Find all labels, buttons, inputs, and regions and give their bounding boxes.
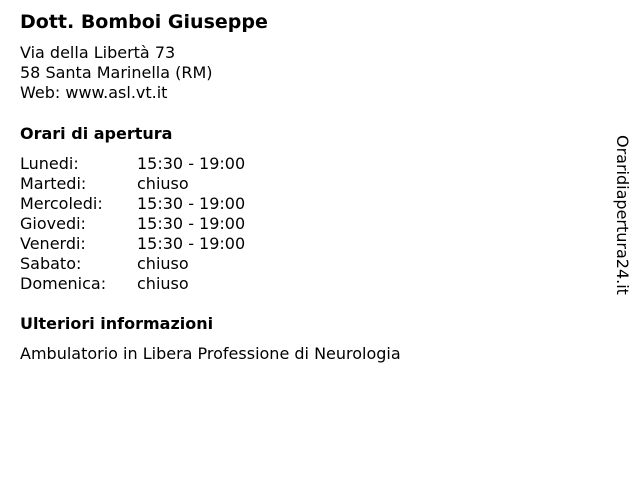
hours-row: [20, 214, 245, 234]
hours-row: [20, 254, 245, 274]
hours-row: [20, 154, 245, 174]
address-block: [20, 43, 213, 103]
hours-time: chiuso: [137, 254, 189, 273]
brand-watermark: [612, 135, 634, 310]
hours-row: [20, 274, 245, 294]
hours-time: 15:30 - 19:00: [137, 214, 246, 233]
hours-day: Sabato:: [20, 254, 82, 273]
additional-info-text: Ambulatorio in Libera Professione di Neurologia: [20, 344, 401, 363]
address-city: 58 Santa Marinella (RM): [20, 63, 213, 82]
address-street: Via della Libertà 73: [20, 43, 176, 62]
opening-hours-heading: Orari di apertura: [20, 124, 173, 143]
hours-day: Giovedi:: [20, 214, 86, 233]
brand-label: Oraridiapertura24.it: [613, 135, 632, 295]
hours-day: Martedi:: [20, 174, 87, 193]
hours-day: Domenica:: [20, 274, 107, 293]
hours-row: [20, 194, 245, 214]
hours-time: chiuso: [137, 174, 189, 193]
hours-row: [20, 174, 245, 194]
additional-info-heading: Ulteriori informazioni: [20, 314, 214, 333]
hours-row: [20, 234, 245, 254]
hours-time: 15:30 - 19:00: [137, 234, 246, 253]
hours-day: Mercoledi:: [20, 194, 103, 213]
hours-time: 15:30 - 19:00: [137, 154, 246, 173]
opening-hours-table: [20, 154, 245, 294]
hours-time: 15:30 - 19:00: [137, 194, 246, 213]
hours-day: Lunedi:: [20, 154, 79, 173]
hours-day: Venerdi:: [20, 234, 86, 253]
address-web: Web: www.asl.vt.it: [20, 83, 168, 102]
page-title: Dott. Bomboi Giuseppe: [20, 11, 268, 33]
hours-time: chiuso: [137, 274, 189, 293]
